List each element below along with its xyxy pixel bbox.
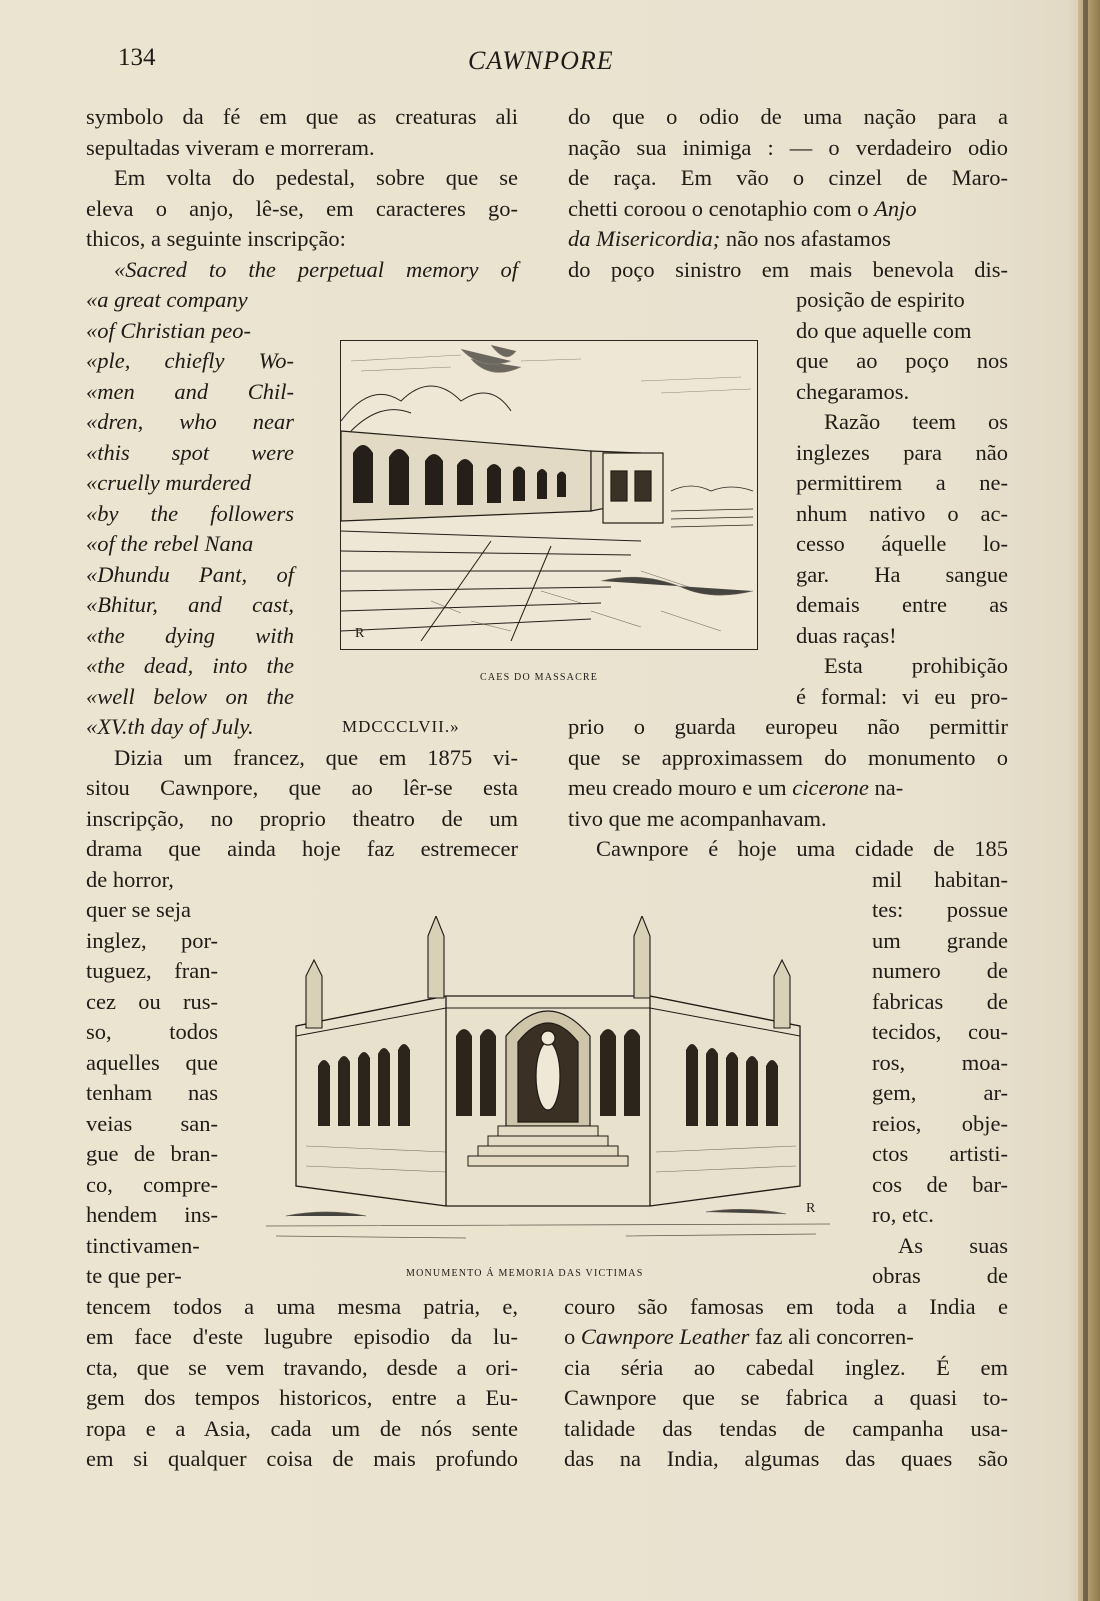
left-line: cez ou rus- bbox=[86, 989, 218, 1014]
inscription-line: «men and Chil- bbox=[86, 379, 294, 404]
left-line: Dizia um francez, que em 1875 vi- bbox=[114, 745, 518, 770]
left-line: tinctivamen- bbox=[86, 1233, 200, 1258]
right-line: Razão teem os bbox=[824, 409, 1008, 434]
right-line: cia séria ao cabedal inglez. É em bbox=[564, 1355, 1008, 1380]
right-line: Cawnpore é hoje uma cidade de 185 bbox=[596, 836, 1008, 861]
left-line: gem dos tempos historicos, entre a Eu- bbox=[86, 1385, 518, 1410]
inscription-line: «XV.th day of July. bbox=[86, 714, 254, 739]
inscription-line: «Dhundu Pant, of bbox=[86, 562, 294, 587]
left-line: veias san- bbox=[86, 1111, 218, 1136]
right-line: numero de bbox=[872, 958, 1008, 983]
inscription-line: «a great company bbox=[86, 287, 248, 312]
left-line: co, compre- bbox=[86, 1172, 218, 1197]
left-line: sepultadas viveram e morreram. bbox=[86, 135, 375, 160]
svg-text:R: R bbox=[355, 626, 365, 641]
left-line: gue de bran- bbox=[86, 1141, 218, 1166]
left-line: Em volta do pedestal, sobre que se bbox=[114, 165, 518, 190]
figure-caption: CAES DO MASSACRE bbox=[480, 672, 599, 683]
right-line: é formal: vi eu pro- bbox=[796, 684, 1008, 709]
right-line: de raça. Em vão o cinzel de Maro- bbox=[568, 165, 1008, 190]
massacre-ghat-engraving bbox=[340, 340, 758, 650]
right-text: na- bbox=[874, 775, 904, 800]
left-line: em face d'este lugubre episodio da lu- bbox=[86, 1324, 518, 1349]
right-line: talidade das tendas de campanha usa- bbox=[564, 1416, 1008, 1441]
inscription-line: «ple, chiefly Wo- bbox=[86, 348, 294, 373]
right-line: duas raças! bbox=[796, 623, 897, 648]
right-italic-text: cicerone bbox=[792, 775, 869, 800]
right-line: chegaramos. bbox=[796, 379, 910, 404]
inscription-line: «dren, who near bbox=[86, 409, 294, 434]
right-line: couro são famosas em toda a India e bbox=[564, 1294, 1008, 1319]
right-text: meu creado mouro e um bbox=[568, 775, 787, 800]
inscription-line: «Bhitur, and cast, bbox=[86, 592, 294, 617]
page-number: 134 bbox=[118, 44, 156, 71]
running-title: CAWNPORE bbox=[468, 46, 614, 75]
left-line: hendem ins- bbox=[86, 1202, 218, 1227]
right-italic-text: da Misericordia; bbox=[568, 226, 721, 251]
inscription-line: «the dying with bbox=[86, 623, 294, 648]
right-line: obras de bbox=[872, 1263, 1008, 1288]
right-line: das na India, algumas das quaes são bbox=[564, 1446, 1008, 1471]
right-line: mil habitan- bbox=[872, 867, 1008, 892]
inscription-line: «well below on the bbox=[86, 684, 294, 709]
right-line: demais entre as bbox=[796, 592, 1008, 617]
right-line: ros, moa- bbox=[872, 1050, 1008, 1075]
right-line: ro, etc. bbox=[872, 1202, 934, 1227]
right-text: faz ali concorren- bbox=[755, 1324, 914, 1349]
left-line: ropa e a Asia, cada um de nós sente bbox=[86, 1416, 518, 1441]
right-line bbox=[568, 223, 891, 254]
right-line: do poço sinistro em mais benevola dis- bbox=[568, 257, 1008, 282]
right-line: gem, ar- bbox=[872, 1080, 1008, 1105]
right-line: do que aquelle com bbox=[796, 318, 972, 343]
left-line: symbolo da fé em que as creaturas ali bbox=[86, 104, 518, 129]
right-text: chetti coroou o cenotaphio com o bbox=[568, 196, 869, 221]
inscription-line: «Sacred to the perpetual memory of bbox=[114, 257, 518, 282]
right-line: um grande bbox=[872, 928, 1008, 953]
right-text: não nos afastamos bbox=[725, 226, 891, 251]
page-header bbox=[0, 44, 1100, 84]
left-line: sitou Cawnpore, que ao lêr-se esta bbox=[86, 775, 518, 800]
right-line: As suas bbox=[898, 1233, 1008, 1258]
right-line: fabricas de bbox=[872, 989, 1008, 1014]
right-line: nhum nativo o ac- bbox=[796, 501, 1008, 526]
left-line: te que per- bbox=[86, 1263, 182, 1288]
right-italic-text: Anjo bbox=[874, 196, 917, 221]
left-line: thicos, a seguinte inscripção: bbox=[86, 226, 346, 251]
right-line bbox=[568, 193, 917, 224]
right-line: tes: possue bbox=[872, 897, 1008, 922]
left-line: aquelles que bbox=[86, 1050, 218, 1075]
inscription-line: «of Christian peo- bbox=[86, 318, 252, 343]
inscription-line: «this spot were bbox=[86, 440, 294, 465]
left-line: quer se seja bbox=[86, 897, 191, 922]
left-line: cta, que se vem travando, desde a ori- bbox=[86, 1355, 518, 1380]
left-line: de horror, bbox=[86, 867, 174, 892]
right-line: que ao poço nos bbox=[796, 348, 1008, 373]
left-line: inscripção, no proprio theatro de um bbox=[86, 806, 518, 831]
right-line: que se approximassem do monumento o bbox=[568, 745, 1008, 770]
right-line: gar. Ha sangue bbox=[796, 562, 1008, 587]
right-line: reios, obje- bbox=[872, 1111, 1008, 1136]
binding-shadow bbox=[1083, 0, 1088, 1601]
right-text: o bbox=[564, 1324, 576, 1349]
right-line: permittirem a ne- bbox=[796, 470, 1008, 495]
left-line: inglez, por- bbox=[86, 928, 218, 953]
right-line: do que o odio de uma nação para a bbox=[568, 104, 1008, 129]
left-line: tencem todos a uma mesma patria, e, bbox=[86, 1294, 518, 1319]
inscription-line: «by the followers bbox=[86, 501, 294, 526]
right-line bbox=[564, 1321, 914, 1352]
right-line: cesso áquelle lo- bbox=[796, 531, 1008, 556]
right-line: posição de espirito bbox=[796, 287, 965, 312]
left-line: drama que ainda hoje faz estremecer bbox=[86, 836, 518, 861]
figure-caption: MONUMENTO Á MEMORIA DAS VICTIMAS bbox=[406, 1268, 644, 1279]
svg-text:R: R bbox=[806, 1201, 816, 1216]
right-line bbox=[568, 772, 903, 803]
right-line: cos de bar- bbox=[872, 1172, 1008, 1197]
massacre-ghat-drawing bbox=[341, 341, 757, 649]
left-line: eleva o anjo, lê-se, em caracteres go- bbox=[86, 196, 518, 221]
memorial-monument-engraving bbox=[266, 916, 830, 1248]
inscription-line: «of the rebel Nana bbox=[86, 531, 254, 556]
inscription-date: MDCCCLVII.» bbox=[342, 717, 460, 736]
right-line: prio o guarda europeu não permittir bbox=[568, 714, 1008, 739]
right-line: inglezes para não bbox=[796, 440, 1008, 465]
left-line: em si qualquer coisa de mais profundo bbox=[86, 1446, 518, 1471]
left-line: tuguez, fran- bbox=[86, 958, 218, 983]
right-line: Cawnpore que se fabrica a quasi to- bbox=[564, 1385, 1008, 1410]
left-line: tenham nas bbox=[86, 1080, 218, 1105]
right-line: tecidos, cou- bbox=[872, 1019, 1008, 1044]
right-italic-text: Cawnpore Leather bbox=[580, 1324, 750, 1349]
inscription-line: «the dead, into the bbox=[86, 653, 294, 678]
inscription-line: «cruelly murdered bbox=[86, 470, 252, 495]
book-binding-edge bbox=[1078, 0, 1100, 1601]
right-line: nação sua inimiga : — o verdadeiro odio bbox=[568, 135, 1008, 160]
right-line: ctos artisti- bbox=[872, 1141, 1008, 1166]
memorial-monument-drawing bbox=[266, 916, 830, 1248]
right-line: Esta prohibição bbox=[824, 653, 1008, 678]
left-line: so, todos bbox=[86, 1019, 218, 1044]
right-line: tivo que me acompanhavam. bbox=[568, 806, 827, 831]
